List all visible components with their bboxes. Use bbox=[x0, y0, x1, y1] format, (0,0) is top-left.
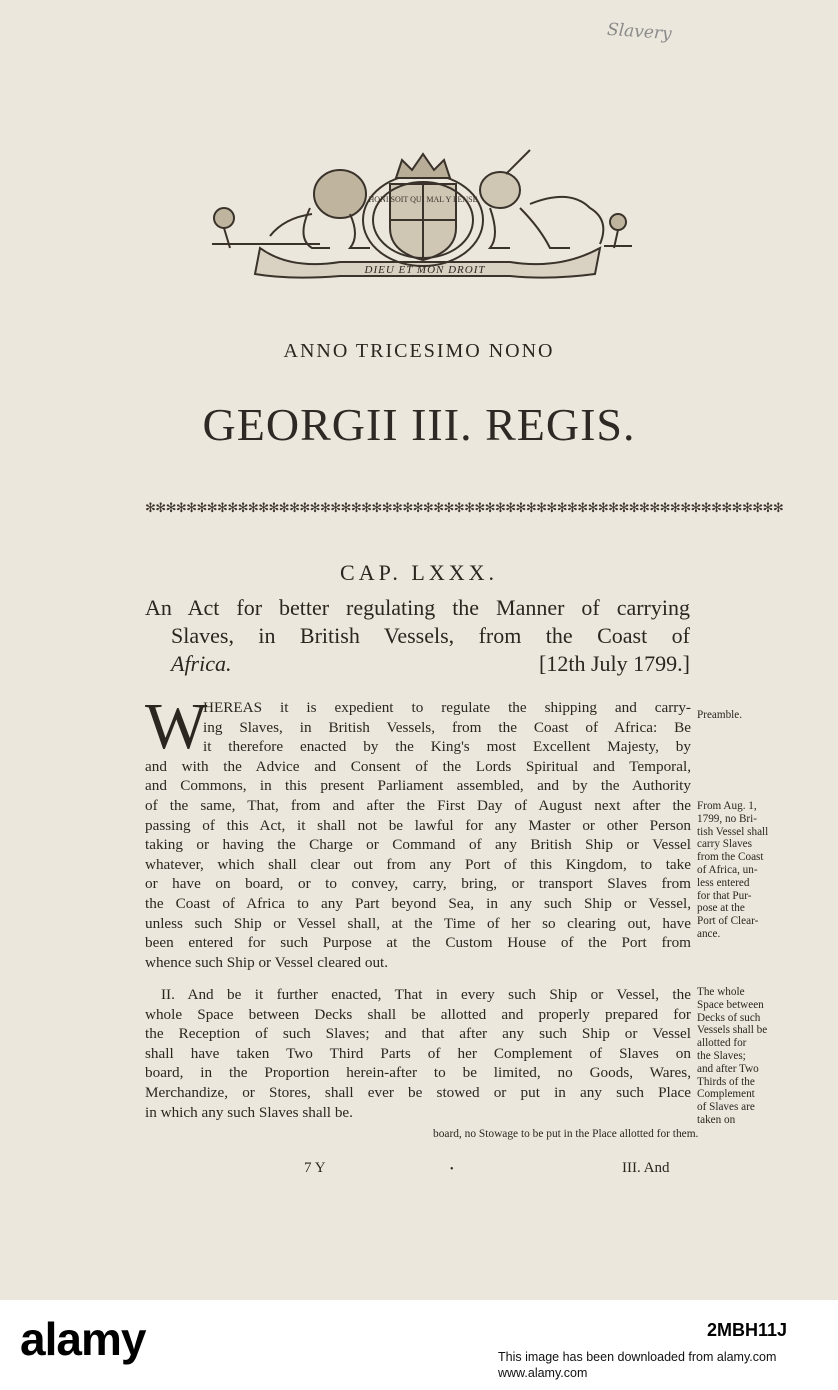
text-line: shall have taken Two Third Parts of her Complement of Slaves on bbox=[145, 1044, 691, 1062]
marginal-note-line: Thirds of the bbox=[697, 1075, 755, 1088]
act-title-line: Slaves, in British Vessels, from the Coast of bbox=[171, 623, 690, 648]
signature-mark: 7 Y bbox=[304, 1160, 326, 1176]
text-line: HEREAS it is expedient to regulate the shipping and carry- bbox=[203, 699, 691, 716]
text-line: in which any such Slaves shall be. bbox=[145, 1103, 353, 1121]
reign-heading: GEORGII III. REGIS. bbox=[202, 399, 636, 450]
marginal-note-line: Port of Clear- bbox=[697, 915, 759, 928]
text-line: whatever, which shall clear out from any Port of this Kingdom, to take bbox=[145, 855, 691, 873]
text-line: been entered for such Purpose at the Custom House of the Port from bbox=[145, 934, 691, 952]
marginal-note-2-tail: board, no Stowage to be put in the Place allotted for them. bbox=[433, 1128, 699, 1140]
marginal-note-line: from the Coast bbox=[697, 851, 764, 864]
text-line: whole Space between Decks shall be allotted and properly prepared for bbox=[145, 1005, 691, 1023]
marginal-note-line: ance. bbox=[697, 927, 721, 940]
alamy-logo: alamy bbox=[20, 1313, 146, 1365]
text-line: the Coast of Africa to any Part beyond Sea, in any such Ship or Vessel, bbox=[145, 894, 691, 912]
marginal-note-line: the Slaves; bbox=[697, 1049, 746, 1062]
royal-coat-of-arms-icon bbox=[200, 148, 646, 280]
text-line: whence such Ship or Vessel cleared out. bbox=[145, 953, 389, 971]
marginal-note-1 bbox=[697, 800, 787, 941]
marginal-note-line: carry Slaves bbox=[697, 838, 752, 851]
marginal-note-line: Decks of such bbox=[697, 1011, 761, 1024]
marginal-note-line: for that Pur- bbox=[697, 889, 752, 902]
footer-dot: • bbox=[450, 1164, 454, 1175]
marginal-note-preamble bbox=[697, 709, 787, 722]
marginal-note-line: pose at the bbox=[697, 902, 745, 915]
text-line: II. And be it further enacted, That in every such Ship or Vessel, the bbox=[161, 986, 691, 1003]
text-line: Merchandize, or Stores, shall ever be stowed or put in any such Place bbox=[145, 1083, 691, 1101]
section-2-text bbox=[145, 985, 691, 1122]
catchword: III. And bbox=[622, 1160, 670, 1176]
text-line: of the same, That, from and after the First Day of August next after the bbox=[145, 796, 691, 814]
marginal-note-line: of Slaves are bbox=[697, 1101, 755, 1114]
act-title bbox=[145, 594, 690, 678]
text-line: taking or having the Charge or Command of any British Ship or Vessel bbox=[145, 836, 691, 854]
drop-cap: W bbox=[145, 690, 208, 763]
handwritten-annotation: Slavery bbox=[606, 19, 673, 45]
banner-line: www.alamy.com bbox=[498, 1366, 588, 1380]
act-date: [12th July 1799.] bbox=[539, 651, 690, 676]
text-line: the Reception of such Slaves; and that after any such Ship or Vessel bbox=[145, 1025, 691, 1043]
text-line: passing of this Act, it shall not be lawful for any Master or other Person bbox=[145, 816, 691, 834]
marginal-note-line: Complement bbox=[697, 1088, 755, 1101]
marginal-note-line: Space between bbox=[697, 998, 764, 1011]
act-title-line bbox=[145, 650, 690, 678]
crest-motto: DIEU ET MON DROIT bbox=[364, 264, 486, 276]
image-id: 2MBH11J bbox=[707, 1320, 788, 1340]
text-line: and Commons, in this present Parliament assembled, and by the Authority bbox=[145, 777, 691, 795]
text-line: it therefore enacted by the King's most Excellent Majesty, by bbox=[203, 738, 691, 756]
marginal-note-line: and after Two bbox=[697, 1062, 759, 1075]
marginal-note-line: Preamble. bbox=[697, 709, 743, 721]
text-line: and with the Advice and Consent of the Lords Spiritual and Temporal, bbox=[145, 757, 691, 775]
act-title-line: An Act for better regulating the Manner of carrying bbox=[145, 595, 690, 620]
marginal-note-line: taken on bbox=[697, 1113, 736, 1126]
regnal-year-heading: ANNO TRICESIMO NONO bbox=[283, 340, 555, 362]
marginal-note-line: tish Vessel shall bbox=[697, 825, 769, 838]
marginal-note-line: Vessels shall be bbox=[697, 1024, 768, 1037]
text-line: board, in the Proportion herein-after to be limited, no Goods, Wares, bbox=[145, 1064, 691, 1082]
marginal-note-line: 1799, no Bri- bbox=[697, 812, 757, 825]
section-1-text bbox=[145, 690, 691, 972]
banner-line: This image has been downloaded from alamy.com bbox=[498, 1350, 777, 1364]
chapter-number: CAP. LXXX. bbox=[340, 560, 498, 585]
marginal-note-line: The whole bbox=[697, 986, 745, 998]
text-line: or have on board, or to convey, carry, bring, or transport Slaves from bbox=[145, 875, 691, 893]
marginal-note-2 bbox=[697, 986, 787, 1127]
text-line: unless such Ship or Vessel shall, at the Time of her so clearing out, have bbox=[145, 914, 691, 932]
act-title-place: Africa. bbox=[171, 651, 232, 676]
garter-motto: HONI SOIT QUI MAL Y PENSE bbox=[368, 195, 478, 204]
marginal-note-line: less entered bbox=[697, 876, 750, 889]
marginal-note-line: From Aug. 1, bbox=[697, 800, 757, 812]
text-line: ing Slaves, in British Vessels, from the Coast of Africa: Be bbox=[203, 718, 691, 736]
marginal-note-line: allotted for bbox=[697, 1037, 747, 1050]
ornamental-divider: ✻✻✻✻✻✻✻✻✻✻✻✻✻✻✻✻✻✻✻✻✻✻✻✻✻✻✻✻✻✻✻✻✻✻✻✻✻✻✻✻✻✻✻✻✻✻✻✻✻✻✻✻✻✻✻✻✻✻✻✻✻✻ bbox=[145, 500, 784, 515]
marginal-note-line: of Africa, un- bbox=[697, 863, 758, 876]
